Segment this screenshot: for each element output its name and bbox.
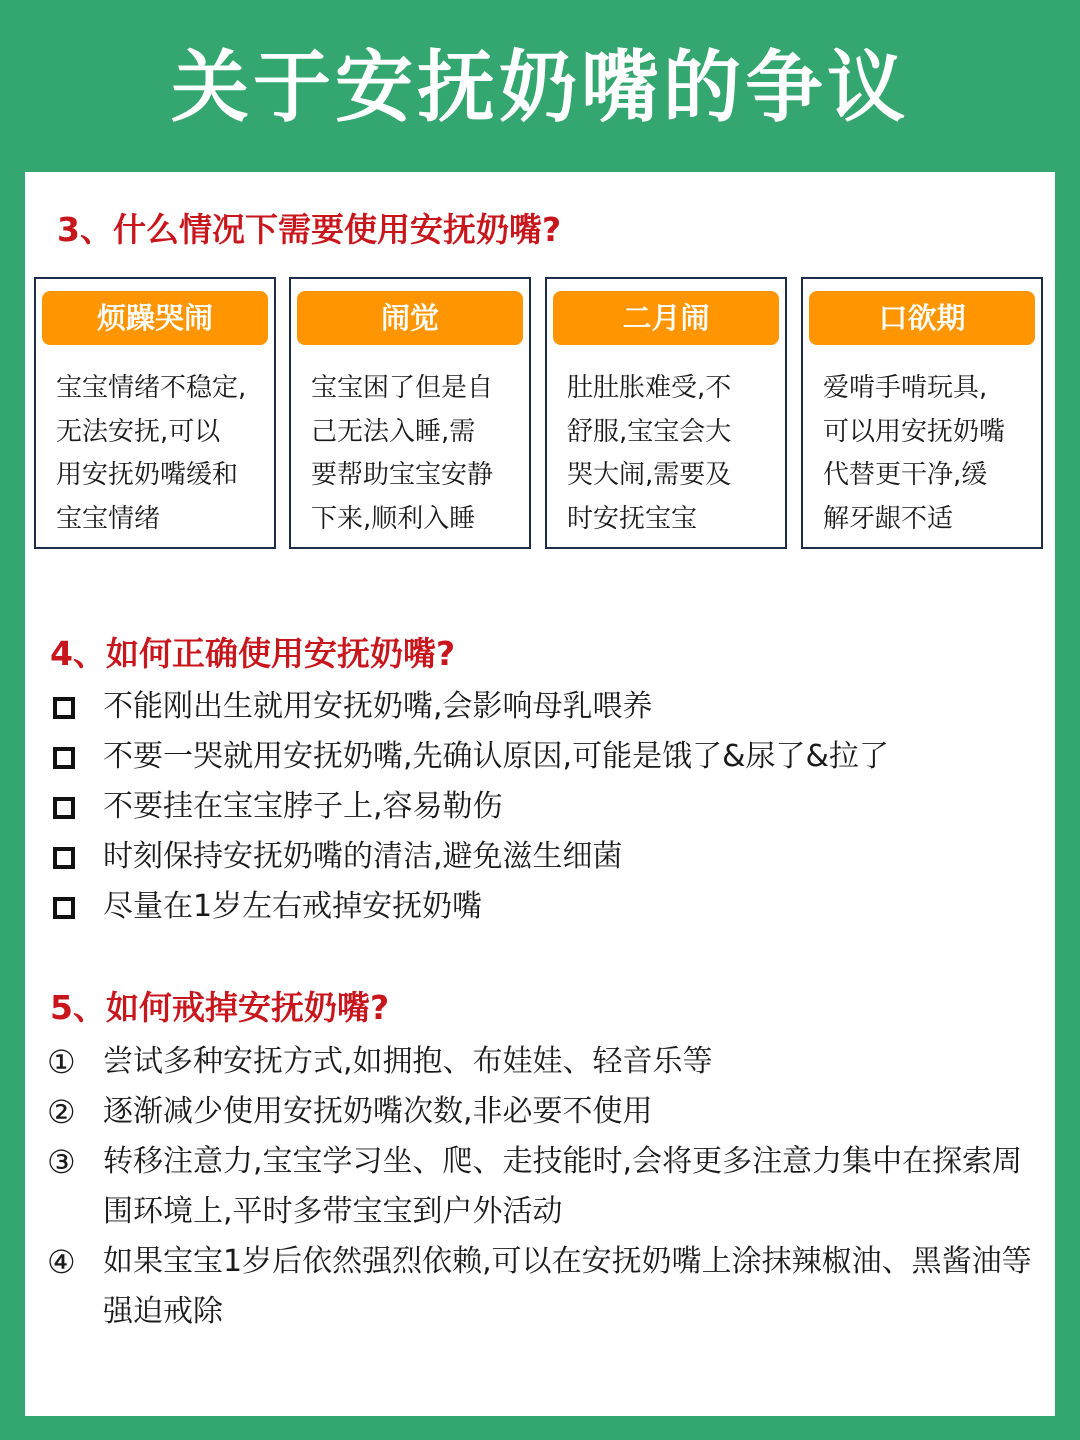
list-item	[25, 882, 1055, 932]
weaning-steps-list	[25, 1037, 1055, 1337]
checkbox-icon	[53, 747, 75, 769]
page-title: 关于安抚奶嘴的争议	[170, 43, 909, 133]
usage-tips-list	[25, 682, 1055, 932]
list-item-text: 如果宝宝1岁后依然强烈依赖,可以在安抚奶嘴上涂抹辣椒油、黑酱油等强迫戒除	[103, 1244, 1032, 1329]
card-line: 己无法入睡,需	[311, 416, 476, 447]
list-item	[25, 1037, 1055, 1087]
list-item	[25, 832, 1055, 882]
card-line: 要帮助宝宝安静	[311, 460, 494, 490]
card-line: 无法安抚,可以	[56, 416, 221, 447]
list-item	[25, 732, 1055, 782]
checkbox-icon	[53, 797, 75, 819]
circled-number-2: ②	[47, 1093, 76, 1131]
card-description	[567, 367, 777, 541]
checkbox-icon	[53, 897, 75, 919]
card-tag: 闹觉	[297, 291, 523, 345]
list-item	[25, 782, 1055, 832]
card-tag: 口欲期	[809, 291, 1035, 345]
card-line: 代替更干净,缓	[823, 460, 988, 490]
card-line: 舒服,宝宝会大	[567, 416, 732, 447]
checkbox-icon	[53, 697, 75, 719]
card-tag: 烦躁哭闹	[42, 291, 268, 345]
list-item-text: 转移注意力,宝宝学习坐、爬、走技能时,会将更多注意力集中在探索周围环境上,平时多带宝宝到户外活动	[103, 1144, 1023, 1229]
scenario-card-two-month-fussiness	[545, 277, 787, 549]
list-item-text: 不要一哭就用安抚奶嘴,先确认原因,可能是饿了&尿了&拉了	[103, 739, 889, 774]
card-tag: 二月闹	[553, 291, 779, 345]
list-item-text: 不能刚出生就用安抚奶嘴,会影响母乳喂养	[103, 689, 653, 724]
list-item-text: 逐渐减少使用安抚奶嘴次数,非必要不使用	[103, 1094, 653, 1129]
card-description	[56, 367, 266, 541]
card-description	[311, 367, 521, 541]
card-line: 用安抚奶嘴缓和	[56, 460, 239, 490]
card-line: 肚肚胀难受,不	[567, 373, 732, 403]
list-item	[25, 1137, 1055, 1237]
circled-number-4: ④	[47, 1243, 76, 1281]
list-item	[25, 1237, 1055, 1337]
card-line: 时安抚宝宝	[567, 503, 698, 534]
circled-number-1: ①	[47, 1043, 76, 1081]
section-3-heading: 3、什么情况下需要使用安抚奶嘴?	[57, 210, 562, 249]
scenario-card-sleep-fussing	[289, 277, 531, 549]
card-description	[823, 367, 1033, 541]
card-line: 爱啃手啃玩具,	[823, 373, 988, 403]
checkbox-icon	[53, 847, 75, 869]
circled-number-3: ③	[47, 1143, 76, 1181]
card-line: 宝宝情绪不稳定,	[56, 373, 247, 403]
content-panel	[25, 172, 1055, 1416]
list-item-text: 尽量在1岁左右戒掉安抚奶嘴	[103, 889, 483, 924]
card-line: 宝宝情绪	[56, 503, 161, 534]
card-line: 解牙龈不适	[823, 503, 954, 534]
card-line: 哭大闹,需要及	[567, 460, 732, 490]
card-line: 可以用安抚奶嘴	[823, 416, 1006, 447]
card-line: 宝宝困了但是自	[311, 373, 494, 403]
list-item-text: 不要挂在宝宝脖子上,容易勒伤	[103, 789, 503, 824]
scenario-card-fussy-crying	[34, 277, 276, 549]
card-line: 下来,顺利入睡	[311, 503, 476, 534]
section-4-heading: 4、如何正确使用安抚奶嘴?	[50, 634, 456, 673]
section-5-heading: 5、如何戒掉安抚奶嘴?	[50, 988, 390, 1027]
list-item-text: 尝试多种安抚方式,如拥抱、布娃娃、轻音乐等	[103, 1044, 713, 1079]
scenario-card-oral-stage	[801, 277, 1043, 549]
list-item-text: 时刻保持安抚奶嘴的清洁,避免滋生细菌	[103, 839, 623, 874]
list-item	[25, 682, 1055, 732]
list-item	[25, 1087, 1055, 1137]
